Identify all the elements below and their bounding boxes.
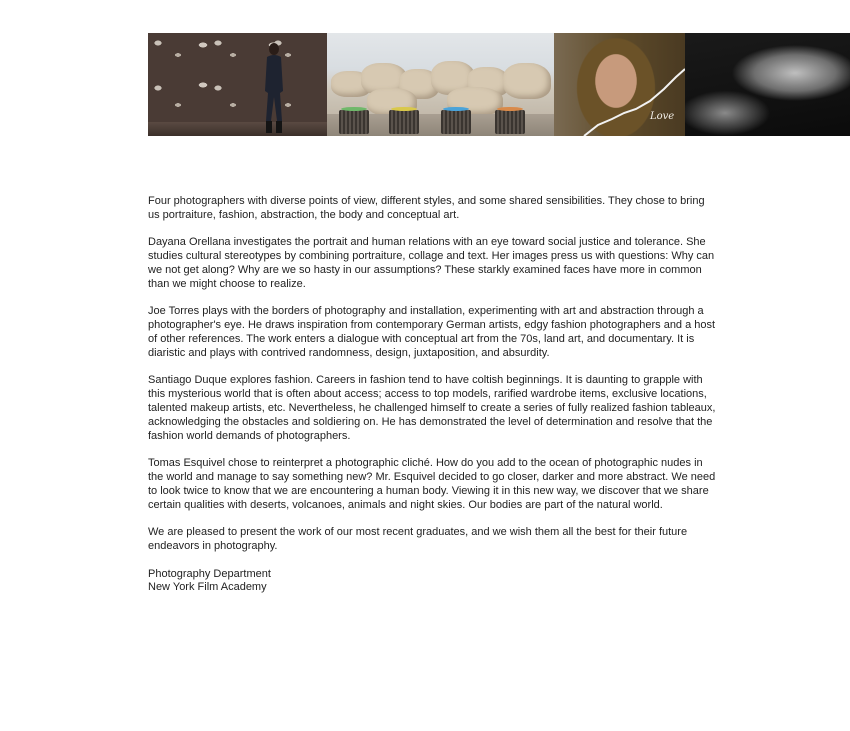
paragraph-intro: Four photographers with diverse points of view, different styles, and some shared sensibilities. They chose to bring us portraiture, fashion, abstraction, the body and conceptual art.	[148, 195, 705, 221]
speaker-shape	[495, 110, 525, 134]
signoff-department: Photography Department	[148, 567, 271, 580]
signoff-academy: New York Film Academy	[148, 581, 267, 594]
paragraph-dayana-orellana: Dayana Orellana investigates the portrait and human relations with an eye toward social justice and tolerance. She studies cultural stereotypes by combining portraiture, collage and text. Her images press us with questions: Why can we not get along? Why are we so hasty in our assumptions? These starkly examined faces have more in common than we might choose to realize.	[148, 236, 715, 290]
banner-photo-portrait-stone-wall[interactable]	[148, 33, 327, 136]
floor-shape	[148, 122, 327, 136]
speaker-shape	[441, 110, 471, 134]
signoff	[148, 568, 718, 596]
paragraph-closing: We are pleased to present the work of our most recent graduates, and we wish them all the best for their future endeavors in photography.	[148, 526, 688, 552]
rock-shape	[503, 63, 551, 99]
article-body	[148, 195, 718, 595]
standing-figure-shape	[260, 41, 288, 136]
paragraph-tomas-esquivel: Tomas Esquivel chose to reinterpret a photographic cliché. How do you add to the ocean of photographic nudes in the world and manage to say something new? Mr. Esquivel decided to go closer, darker and more abstract. We need to look twice to know that we are encountering a human body. Viewing it in this new way, we discover that we share certain qualities with deserts, volcanoes, animals and night skies. Our bodies are part of the natural world.	[148, 457, 716, 511]
banner-photo-headscarf-portrait[interactable]	[554, 33, 685, 136]
banner-photo-rocks-speakers[interactable]	[327, 33, 554, 136]
speaker-shape	[339, 110, 369, 134]
paragraph-joe-torres: Joe Torres plays with the borders of photography and installation, experimenting with art and abstraction through a photographer's eye. He draws inspiration from contemporary German artists, edgy fashion photographers and a host of other references. The work enters a dialogue with conceptual art from the 70s, land art, and documentary. It is diaristic and plays with contrived randomness, design, juxtaposition, and absurdity.	[148, 305, 716, 359]
handwritten-love-text: Love	[650, 111, 675, 122]
speaker-shape	[389, 110, 419, 134]
banner-photo-body-abstract[interactable]	[685, 33, 850, 136]
paragraph-santiago-duque: Santiago Duque explores fashion. Careers in fashion tend to have coltish beginnings. It is daunting to grapple with this mysterious world that is often about access; access to top models, rarified wardrobe items, exclusive locations, talented makeup artists, etc. Nevertheless, he challenged himself to create a series of fully realized fashion tableaux, acknowledging the obstacles and soldiering on. He has demonstrated the level of determination and resolve that the fashion world demands of photographers.	[148, 374, 716, 442]
photo-banner	[148, 33, 850, 136]
